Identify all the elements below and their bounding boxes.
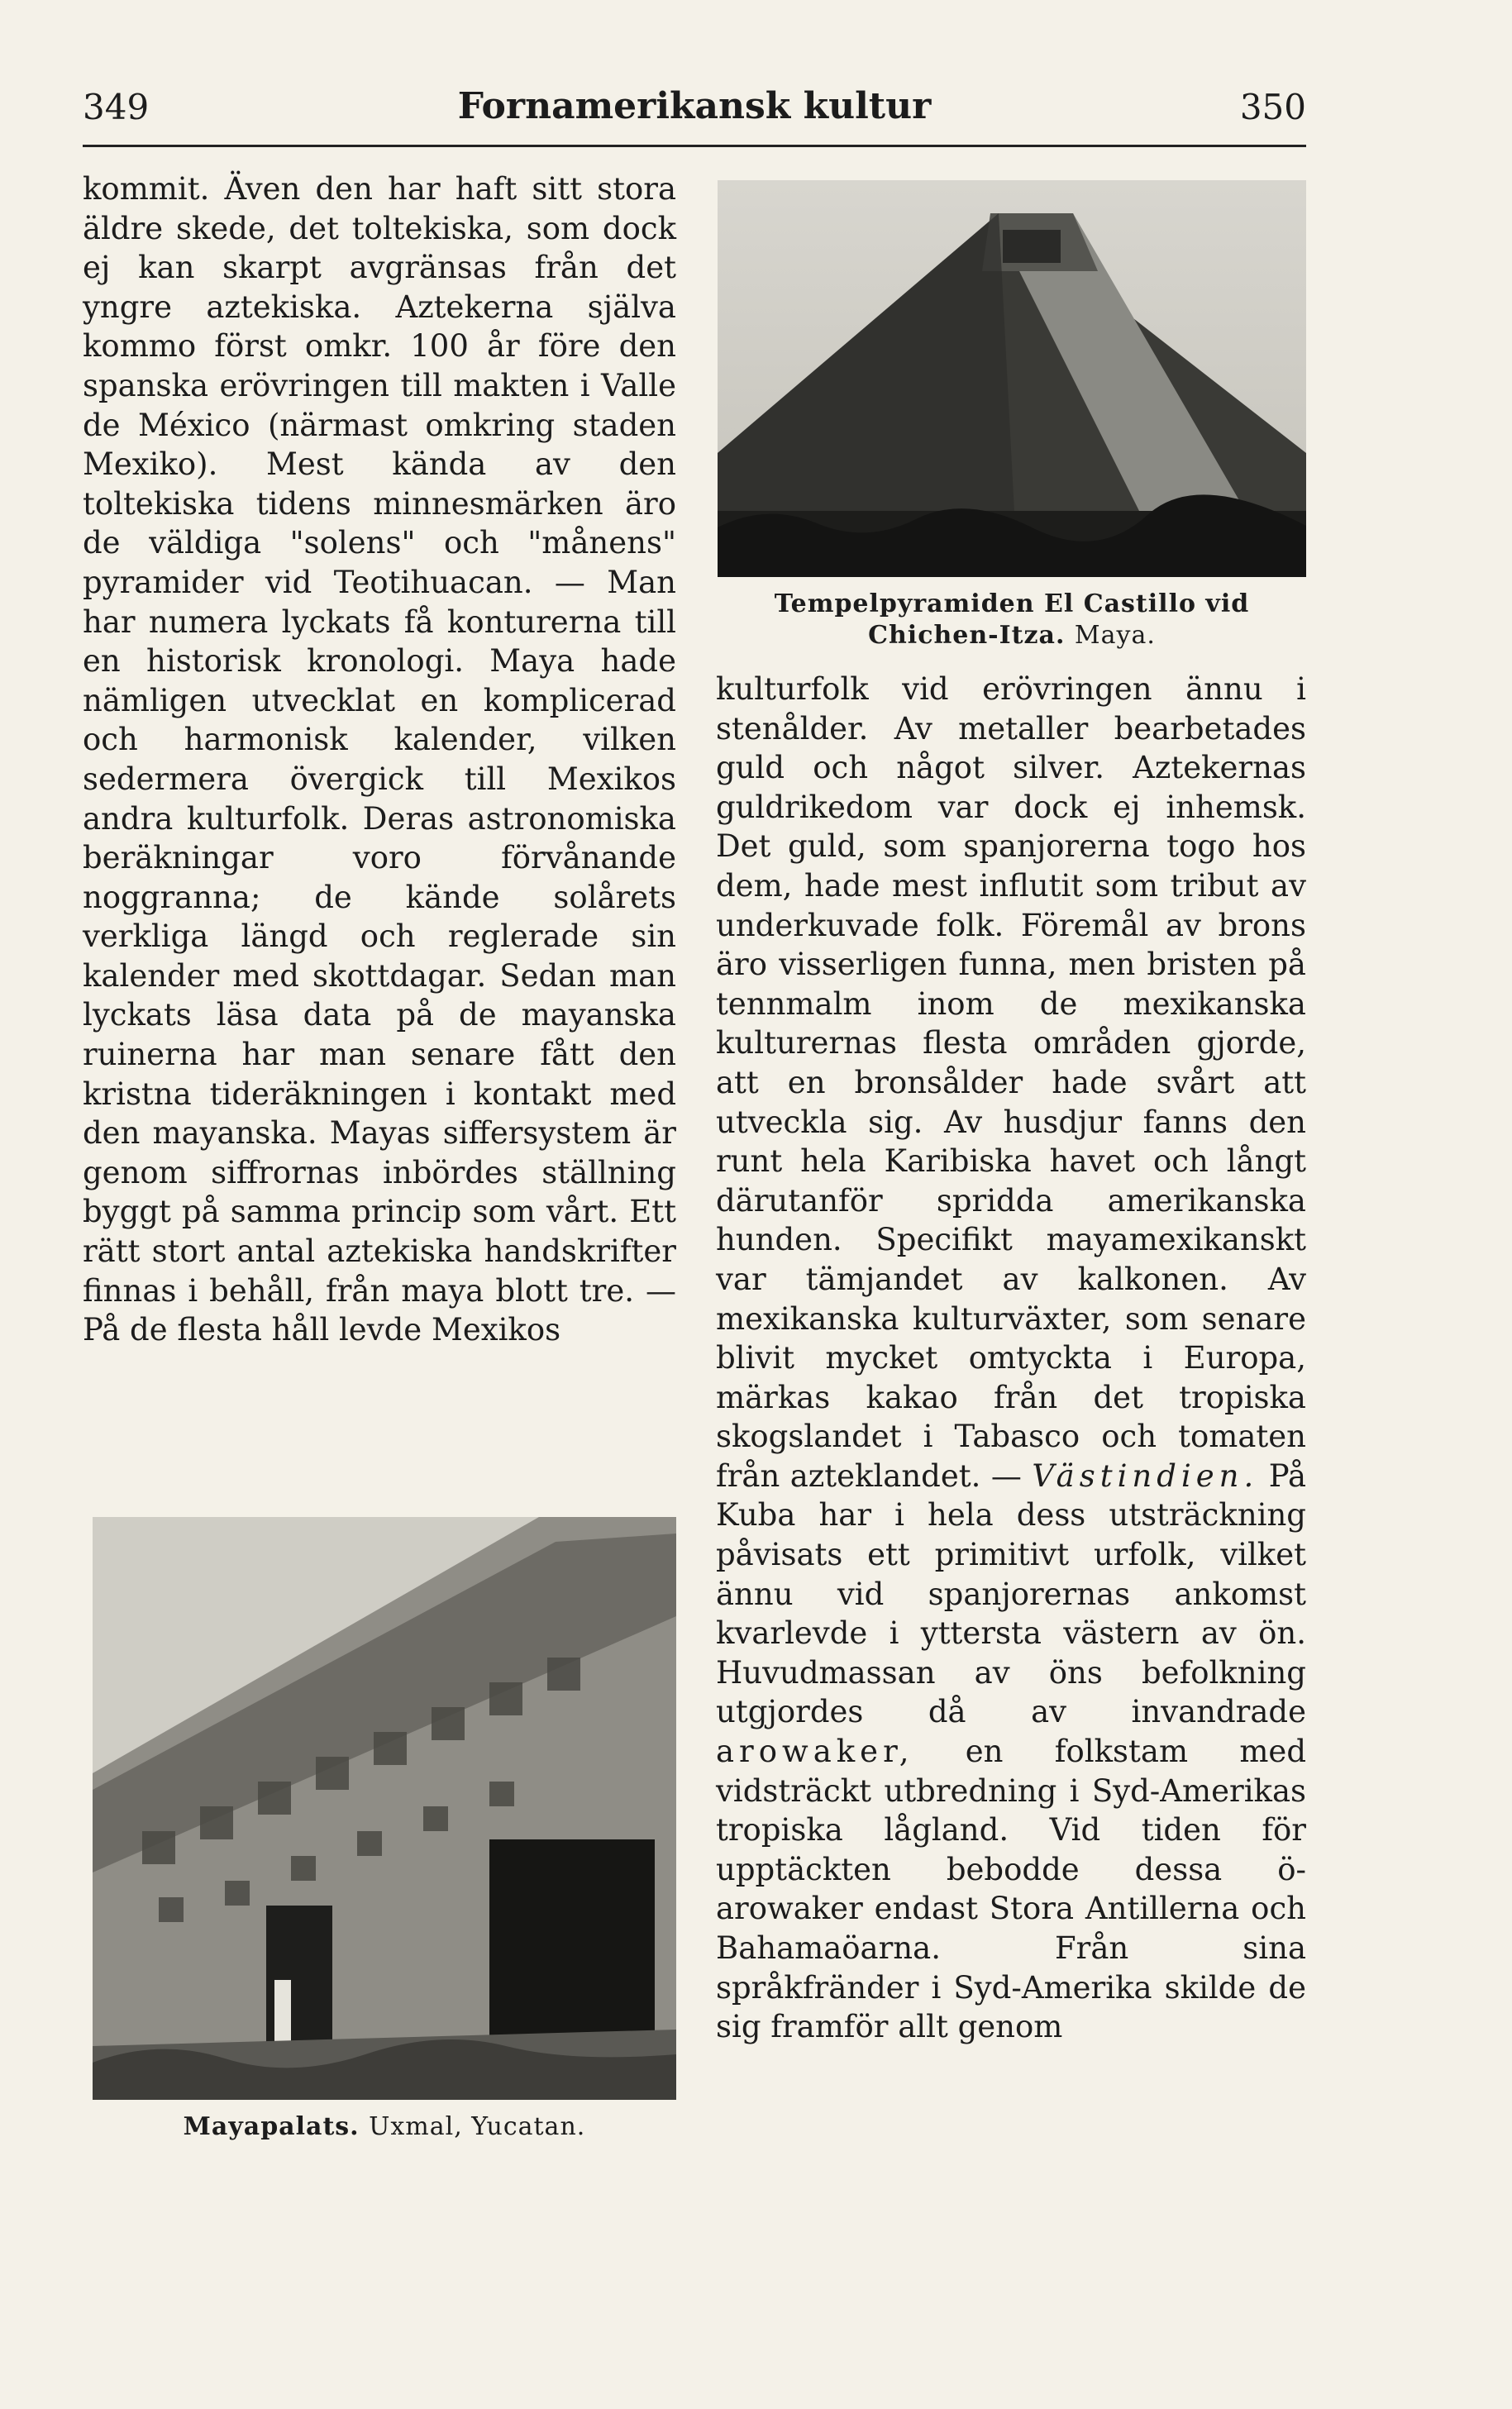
running-header bbox=[83, 79, 1306, 145]
left-column-text bbox=[83, 169, 676, 1350]
right-text-part-2: På Kuba har i hela dess utsträckning påvisats ett primitivt urfolk, vilket ännu vid spanjorernas ankomst kvarlevde i yttersta västern av ön. Huvudmassan av öns befolkning utgjordes då av invandrade bbox=[716, 1457, 1307, 1730]
left-page-number: 349 bbox=[83, 87, 150, 127]
caption-left-plain: Uxmal, Yucatan. bbox=[369, 2112, 586, 2141]
section-heading-vastindien: Västindien. bbox=[1032, 1457, 1259, 1494]
photo-pyramid bbox=[718, 180, 1306, 577]
figure-el-castillo bbox=[718, 180, 1306, 651]
pyramid-illustration bbox=[718, 180, 1306, 577]
palace-illustration bbox=[93, 1517, 676, 2100]
right-column-paragraph bbox=[716, 670, 1306, 2047]
figure-caption-right bbox=[718, 589, 1306, 651]
right-text-part-3: en folkstam med vidsträckt utbredning i Syd-Amerikas tropiska lågland. Vid tiden för upptäckten bebodde dessa ö-arowaker endast Stora Antillerna och Bahamaöarna. Från sina språkfränder i Syd-Amerika skilde de sig framför allt genom bbox=[716, 1734, 1306, 2045]
left-column-paragraph: kommit. Även den har haft sitt stora äldre skede, det toltekiska, som dock ej kan skarpt avgränsas från det yngre aztekiska. Aztekerna själva kommo först omkr. 100 år före den spanska erövringen till makten i Valle de México (närmast omkring staden Mexiko). Mest kända av den toltekiska tidens minnesmärken äro de väldiga "solens" och "månens" pyramider vid Teotihuacan. — Man har numera lyckats få konturerna till en historisk kronologi. Maya hade nämligen utvecklat en komplicerad och harmonisk kalender, vilken sedermera övergick till Mexikos andra kulturfolk. Deras astronomiska beräkningar voro förvånande noggranna; de kände solårets verkliga längd och reglerade sin kalender med skottdagar. Sedan man lyckats läsa data på de mayanska ruinerna har man senare fått den kristna tideräkningen i kontakt med den mayanska. Mayas siffersystem är genom siffrornas inbördes ställning byggt på samma princip som vårt. Ett rätt stort antal aztekiska handskrifter finnas i behåll, från maya blott tre. — På de flesta håll levde Mexikos bbox=[83, 171, 676, 1348]
running-title: Fornamerikansk kultur bbox=[457, 85, 932, 127]
caption-right-plain: Maya. bbox=[1074, 621, 1156, 650]
figure-mayapalats bbox=[93, 1517, 676, 2143]
photo-palace bbox=[93, 1517, 676, 2100]
term-arowaker: arowaker, bbox=[716, 1734, 914, 1770]
right-text-part-1: kulturfolk vid erövringen ännu i stenålder. Av metaller bearbetades guld och något silver. Aztekernas guldrikedom var dock ej inhemsk. Det guld, som spanjorerna togo hos dem, hade mest influtit som tribut av underkuvade folk. Föremål av brons äro visserligen funna, men bristen på tennmalm inom de mexikanska kulturernas flesta områden gjorde, att en bronsålder hade svårt att utveckla sig. Av husdjur fanns den runt hela Karibiska havet och långt därutanför spridda amerikanska hunden. Specifikt mayamexikanskt var tämjandet av kalkonen. Av mexikanska kulturväxter, som senare blivit mycket omtyckta i Europa, märkas kakao från det tropiska skogslandet i Tabasco och tomaten från azteklandet. — bbox=[716, 671, 1306, 1494]
caption-left-bold: Mayapalats. bbox=[183, 2112, 360, 2141]
right-column-text bbox=[716, 670, 1306, 2047]
right-page-number: 350 bbox=[1239, 87, 1306, 127]
caption-right-bold: Tempelpyramiden El Castillo vid Chichen-Itza. bbox=[774, 589, 1250, 650]
header-rule bbox=[83, 145, 1306, 147]
figure-caption-left bbox=[93, 2111, 676, 2143]
